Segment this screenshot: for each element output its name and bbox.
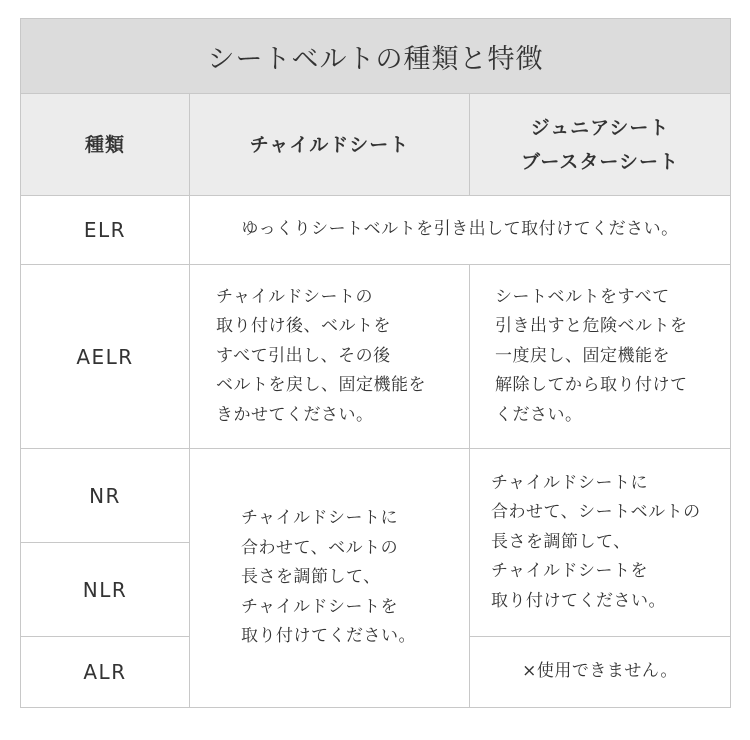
text-line: ベルトを戻し、固定機能を	[216, 375, 426, 396]
text-line: きかせてください。	[216, 404, 374, 425]
type-elr: ELR	[21, 196, 190, 265]
text-line: 取り付け後、ベルトを	[216, 316, 391, 337]
text-line: 長さを調節して、	[241, 567, 381, 588]
text-line: 一度戻し、固定機能を	[495, 345, 670, 366]
header-type: 種類	[21, 94, 190, 196]
text-line: 解除してから取り付けて	[495, 375, 688, 396]
header-junior-line: ジュニアシート	[530, 116, 670, 139]
text-line: チャイルドシートを	[241, 596, 398, 617]
header-row	[21, 94, 731, 196]
nr-nlr-junior-text	[470, 449, 731, 637]
text-line: 合わせて、シートベルトの	[491, 502, 701, 523]
text-line: チャイルドシートの	[216, 286, 373, 307]
text-line: 長さを調節して、	[491, 531, 631, 552]
row-elr	[21, 196, 731, 265]
text-line: シートベルトをすべて	[495, 286, 670, 307]
header-child-seat: チャイルドシート	[190, 94, 470, 196]
table-title: シートベルトの種類と特徴	[21, 19, 731, 94]
type-aelr: AELR	[21, 265, 190, 449]
type-alr: ALR	[21, 637, 190, 708]
text-line: すべて引出し、その後	[216, 345, 391, 366]
header-booster-line: ブースターシート	[520, 150, 680, 173]
type-nr: NR	[21, 449, 190, 543]
nr-nlr-alr-child-seat-text	[190, 449, 470, 708]
title-row	[21, 19, 731, 94]
seatbelt-types-table	[20, 18, 731, 708]
text-line: 合わせて、ベルトの	[241, 537, 399, 558]
text-line: 取り付けてください。	[491, 590, 666, 611]
type-nlr: NLR	[21, 543, 190, 637]
elr-description: ゆっくりシートベルトを引き出して取付けてください。	[190, 196, 731, 265]
aelr-child-seat-text	[190, 265, 470, 449]
text-line: 取り付けてください。	[241, 626, 416, 647]
text-line: 引き出すと危険ベルトを	[495, 316, 688, 337]
header-junior-booster	[470, 94, 731, 196]
text-line: チャイルドシートに	[241, 508, 398, 529]
aelr-junior-text	[470, 265, 731, 449]
row-aelr	[21, 265, 731, 449]
text-line: チャイルドシートに	[491, 472, 648, 493]
text-line: ください。	[495, 404, 583, 425]
text-line: チャイルドシートを	[491, 561, 648, 582]
alr-junior-text: ×使用できません。	[470, 637, 731, 708]
row-nr	[21, 449, 731, 543]
